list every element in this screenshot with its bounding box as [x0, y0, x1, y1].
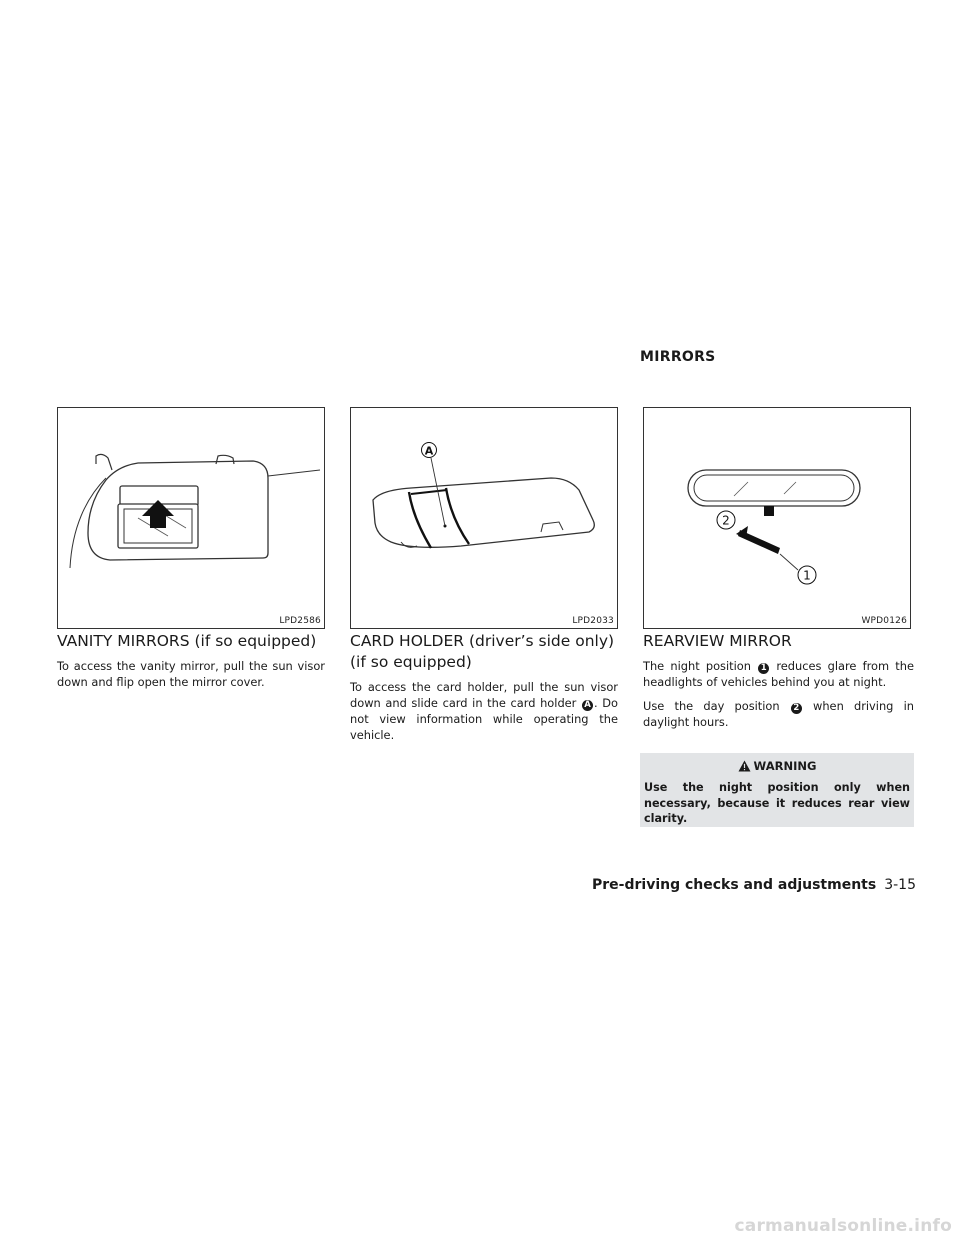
warning-text: Use the night position only when necessary, because it reduces rear view clarity.: [644, 781, 910, 825]
rearview-mirror-figure: [643, 407, 911, 629]
vanity-mirrors-heading: VANITY MIRRORS (if so equipped): [57, 632, 317, 650]
card-holder-heading: [350, 631, 620, 673]
vanity-paragraph: To access the vanity mirror, pull the sun visor down and flip open the mirror cover.: [57, 659, 325, 689]
figure-callout-1: 1: [803, 568, 811, 583]
rearview-mirror-text: [643, 658, 914, 738]
figure-callout-2: 2: [722, 513, 730, 528]
section-title: MIRRORS: [640, 349, 716, 365]
rearview-mirror-illustration: [644, 408, 910, 628]
card-text-after: . Do not view information while operating the vehicle.: [350, 696, 618, 742]
warning-heading-label: WARNING: [753, 759, 817, 773]
callout-marker-1: 1: [758, 663, 769, 674]
card-text-before: To access the card holder, pull the sun visor down and slide card in the card holder: [350, 680, 618, 710]
day-text-after: when driving in daylight hours.: [643, 699, 914, 729]
figure-code: LPD2033: [572, 616, 614, 626]
card-holder-figure: [350, 407, 618, 629]
warning-box: [640, 753, 914, 827]
page-number: 3-15: [884, 877, 916, 893]
rearview-paragraph-2: [643, 698, 914, 730]
day-text-before: Use the day position: [643, 699, 790, 713]
callout-marker-2: 2: [791, 703, 802, 714]
rearview-paragraph-1: [643, 658, 914, 690]
warning-icon: [738, 760, 751, 772]
callout-marker-a: A: [582, 700, 593, 711]
card-holder-text: [350, 679, 618, 751]
night-text-before: The night position: [643, 659, 758, 673]
rearview-mirror-heading: REARVIEW MIRROR: [643, 632, 792, 650]
figure-callout-a: A: [424, 444, 434, 458]
vanity-mirror-illustration: [58, 408, 324, 628]
chapter-title: Pre-driving checks and adjustments: [592, 877, 877, 893]
night-text-after: reduces glare from the headlights of vehicles behind you at night.: [643, 659, 914, 689]
figure-code: WPD0126: [861, 616, 907, 626]
card-holder-heading-line2: (if so equipped): [350, 653, 472, 671]
card-holder-paragraph: [350, 679, 618, 743]
vanity-mirror-figure: [57, 407, 325, 629]
vanity-mirrors-text: [57, 658, 325, 698]
card-holder-heading-line1: CARD HOLDER (driver’s side only): [350, 632, 615, 650]
figure-code: LPD2586: [279, 616, 321, 626]
warning-heading: [644, 757, 910, 775]
watermark: carmanualsonline.info: [734, 1216, 952, 1236]
page-footer: [592, 877, 916, 893]
card-holder-illustration: [351, 408, 617, 628]
